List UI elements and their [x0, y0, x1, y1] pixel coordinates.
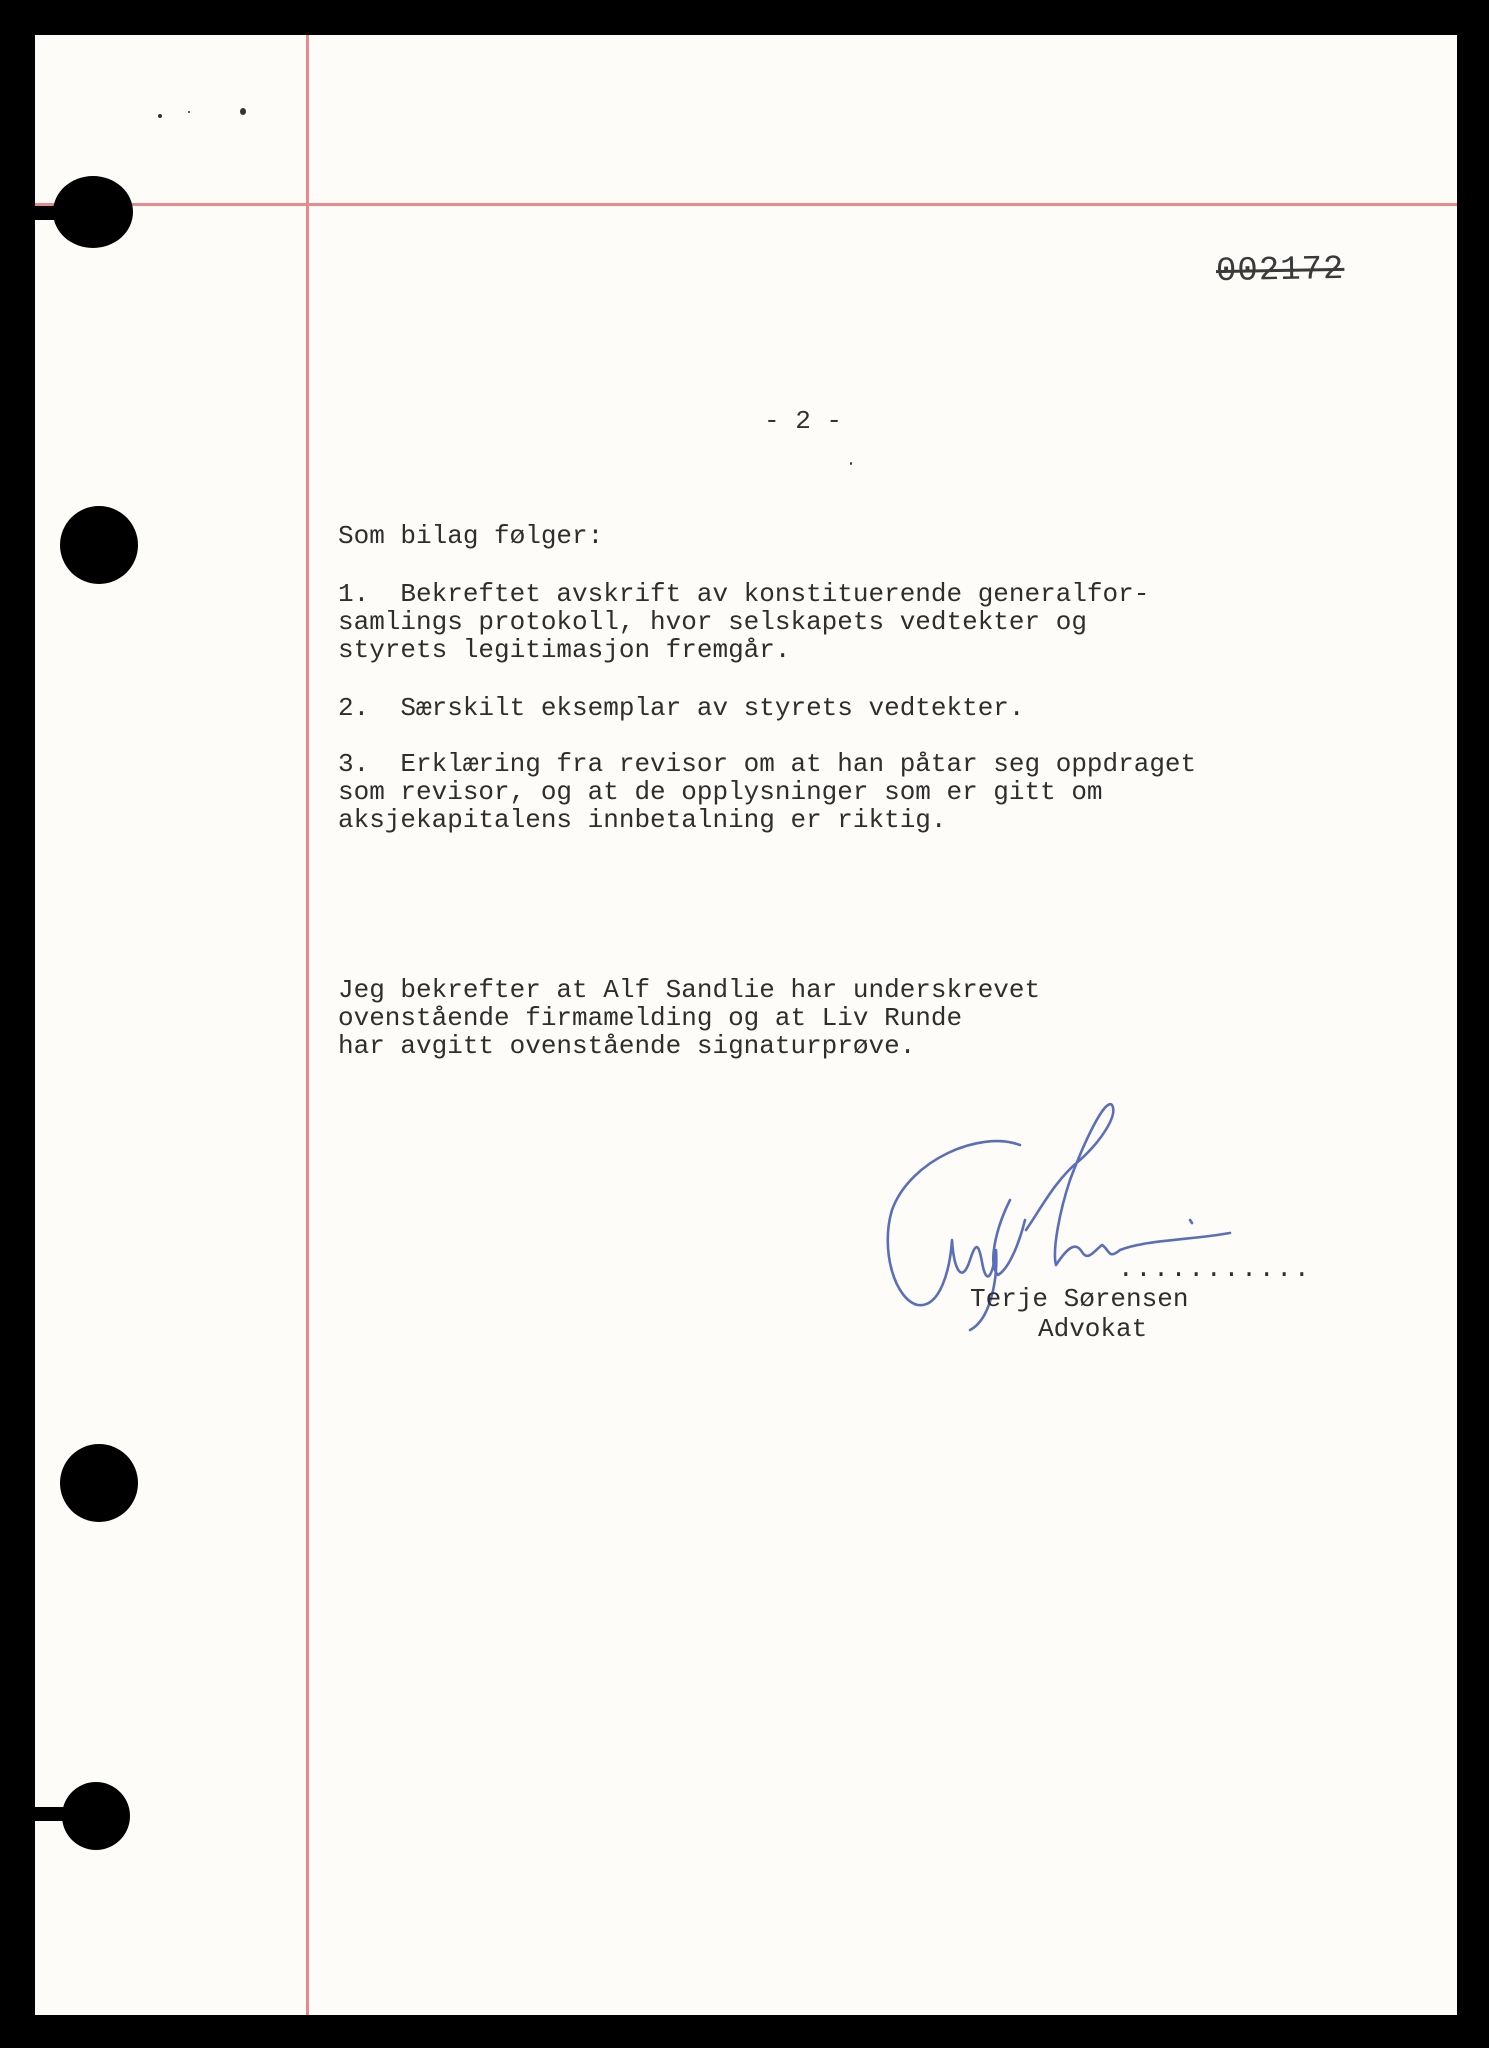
margin-line-horizontal — [35, 203, 1457, 206]
attachment-item-1 — [338, 580, 1149, 664]
attachments-heading: Som bilag følger: — [338, 521, 604, 551]
scan-speck — [158, 114, 162, 118]
binder-tab-bottom — [0, 1807, 70, 1821]
confirmation-line: ovenstående firmamelding og at Liv Runde — [338, 1003, 963, 1033]
margin-line-vertical — [306, 35, 309, 2015]
attachment-item-3 — [338, 750, 1196, 834]
attachment-item-2 — [338, 694, 1025, 722]
punch-hole-3 — [60, 1444, 138, 1522]
page-number: - 2 - — [764, 406, 843, 436]
punch-hole-2 — [60, 506, 138, 584]
punch-hole-1 — [53, 176, 133, 248]
confirmation-paragraph — [338, 976, 1040, 1060]
item-line: 2. Særskilt eksemplar av styrets vedtekter. — [338, 693, 1025, 723]
scan-speck — [240, 108, 246, 115]
item-line: 1. Bekreftet avskrift av konstituerende generalfor- — [338, 579, 1150, 609]
punch-hole-4 — [62, 1782, 130, 1850]
scan-speck — [850, 462, 852, 465]
confirmation-line: Jeg bekrefter at Alf Sandlie har underskrevet — [338, 975, 1041, 1005]
signer-title: Advokat — [1038, 1314, 1148, 1344]
item-line: 3. Erklæring fra revisor om at han påtar seg oppdraget — [338, 749, 1197, 779]
confirmation-line: har avgitt ovenstående signaturprøve. — [338, 1031, 916, 1061]
item-line: som revisor, og at de opplysninger som er gitt om — [338, 777, 1103, 807]
item-line: samlings protokoll, hvor selskapets vedtekter og — [338, 607, 1087, 637]
signer-name: Terje Sørensen — [970, 1284, 1189, 1314]
signature-line-dots: ........... — [1118, 1254, 1312, 1284]
item-line: aksjekapitalens innbetalning er riktig. — [338, 805, 947, 835]
item-line: styrets legitimasjon fremgår. — [338, 635, 791, 665]
archive-stamp-number: 002172 — [1215, 250, 1345, 292]
scan-speck — [188, 111, 190, 113]
